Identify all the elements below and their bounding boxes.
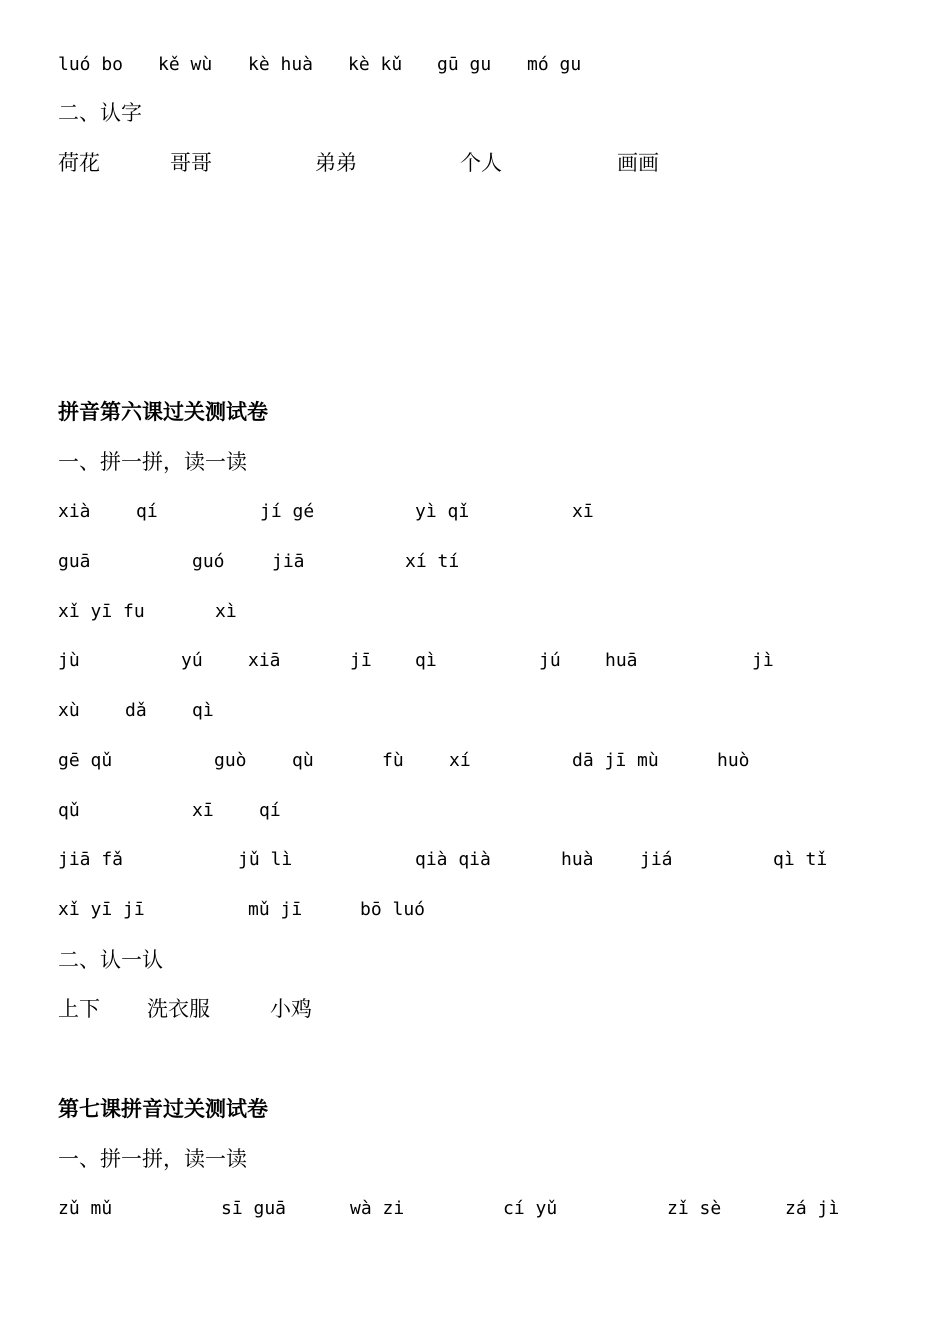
pinyin-word: huā [605, 650, 638, 671]
pinyin-word: jú [539, 650, 561, 671]
pinyin-word: yú [181, 650, 203, 671]
pinyin-word: xī [572, 501, 594, 522]
pinyin-word: huà [561, 849, 594, 870]
pinyin-word: qí [259, 800, 281, 821]
pinyin-word: xí [449, 750, 471, 771]
section-heading-text: 二、认一认 [58, 948, 163, 972]
pinyin-row [0, 547, 950, 577]
pinyin-word: jí gé [260, 501, 315, 522]
pinyin-row [0, 1194, 950, 1224]
character-row [0, 994, 950, 1024]
pinyin-row [0, 845, 950, 875]
character-word: 小鸡 [270, 997, 312, 1021]
pinyin-word: kě wù [158, 54, 213, 75]
pinyin-word: cí yǔ [503, 1198, 558, 1219]
lesson-title [0, 397, 950, 427]
pinyin-word: xià [58, 501, 91, 522]
pinyin-word: mó gu [527, 54, 582, 75]
pinyin-word: qí [136, 501, 158, 522]
pinyin-word: jù [58, 650, 80, 671]
pinyin-word: zǔ mǔ [58, 1198, 113, 1219]
character-word: 哥哥 [170, 151, 212, 175]
pinyin-word: zá jì [785, 1198, 840, 1219]
pinyin-row [0, 597, 950, 627]
section-heading-text: 二、认字 [58, 101, 142, 125]
pinyin-word: xǐ yī fu [58, 601, 145, 622]
character-word: 个人 [460, 151, 502, 175]
pinyin-word: jǔ lì [238, 849, 293, 870]
pinyin-word: dǎ [125, 700, 147, 721]
pinyin-word: xǐ yī jī [58, 899, 145, 920]
pinyin-word: jiá [640, 849, 673, 870]
pinyin-word: guā [58, 551, 91, 572]
section-heading-text: 一、拼一拼，读一读 [58, 1147, 247, 1171]
character-word: 画画 [617, 151, 659, 175]
pinyin-row [0, 895, 950, 925]
lesson-title-text: 拼音第六课过关测试卷 [58, 400, 268, 424]
character-word: 上下 [58, 997, 100, 1021]
lesson-title [0, 1094, 950, 1124]
pinyin-word: bō luó [360, 899, 426, 920]
pinyin-word: qì tǐ [773, 849, 828, 870]
pinyin-word: gē qǔ [58, 750, 113, 771]
character-row [0, 148, 950, 178]
lesson-title-text: 第七课拼音过关测试卷 [58, 1097, 268, 1121]
pinyin-word: huò [717, 750, 750, 771]
pinyin-row [0, 696, 950, 726]
character-word: 弟弟 [315, 151, 357, 175]
pinyin-row [0, 497, 950, 527]
pinyin-word: yì qǐ [415, 501, 470, 522]
pinyin-word: jì [752, 650, 774, 671]
pinyin-word: wà zi [350, 1198, 405, 1219]
pinyin-word: qià qià [415, 849, 491, 870]
pinyin-word: qì [192, 700, 214, 721]
pinyin-word: dā jī mù [572, 750, 659, 771]
pinyin-word: xī [192, 800, 214, 821]
section-heading [0, 447, 950, 477]
pinyin-word: jiā fǎ [58, 849, 124, 870]
pinyin-row [0, 50, 950, 80]
section-heading [0, 98, 950, 128]
pinyin-word: jiā [272, 551, 305, 572]
pinyin-word: qì [415, 650, 437, 671]
pinyin-word: qù [292, 750, 314, 771]
pinyin-word: mǔ jī [248, 899, 303, 920]
pinyin-word: luó bo [58, 54, 124, 75]
section-heading [0, 1144, 950, 1174]
pinyin-word: xì [215, 601, 237, 622]
pinyin-word: xí tí [405, 551, 460, 572]
section-heading [0, 945, 950, 975]
pinyin-word: sī guā [221, 1198, 287, 1219]
pinyin-word: kè huà [248, 54, 314, 75]
character-word: 洗衣服 [147, 997, 210, 1021]
pinyin-word: fù [382, 750, 404, 771]
pinyin-row [0, 746, 950, 776]
pinyin-word: guò [214, 750, 247, 771]
pinyin-word: kè kǔ [348, 54, 403, 75]
pinyin-word: gū gu [437, 54, 492, 75]
pinyin-word: xù [58, 700, 80, 721]
pinyin-word: guó [192, 551, 225, 572]
pinyin-word: zǐ sè [667, 1198, 722, 1219]
pinyin-word: xiā [248, 650, 281, 671]
pinyin-row [0, 796, 950, 826]
pinyin-row [0, 646, 950, 676]
pinyin-word: qǔ [58, 800, 80, 821]
character-word: 荷花 [58, 151, 100, 175]
section-heading-text: 一、拼一拼，读一读 [58, 450, 247, 474]
pinyin-word: jī [350, 650, 372, 671]
